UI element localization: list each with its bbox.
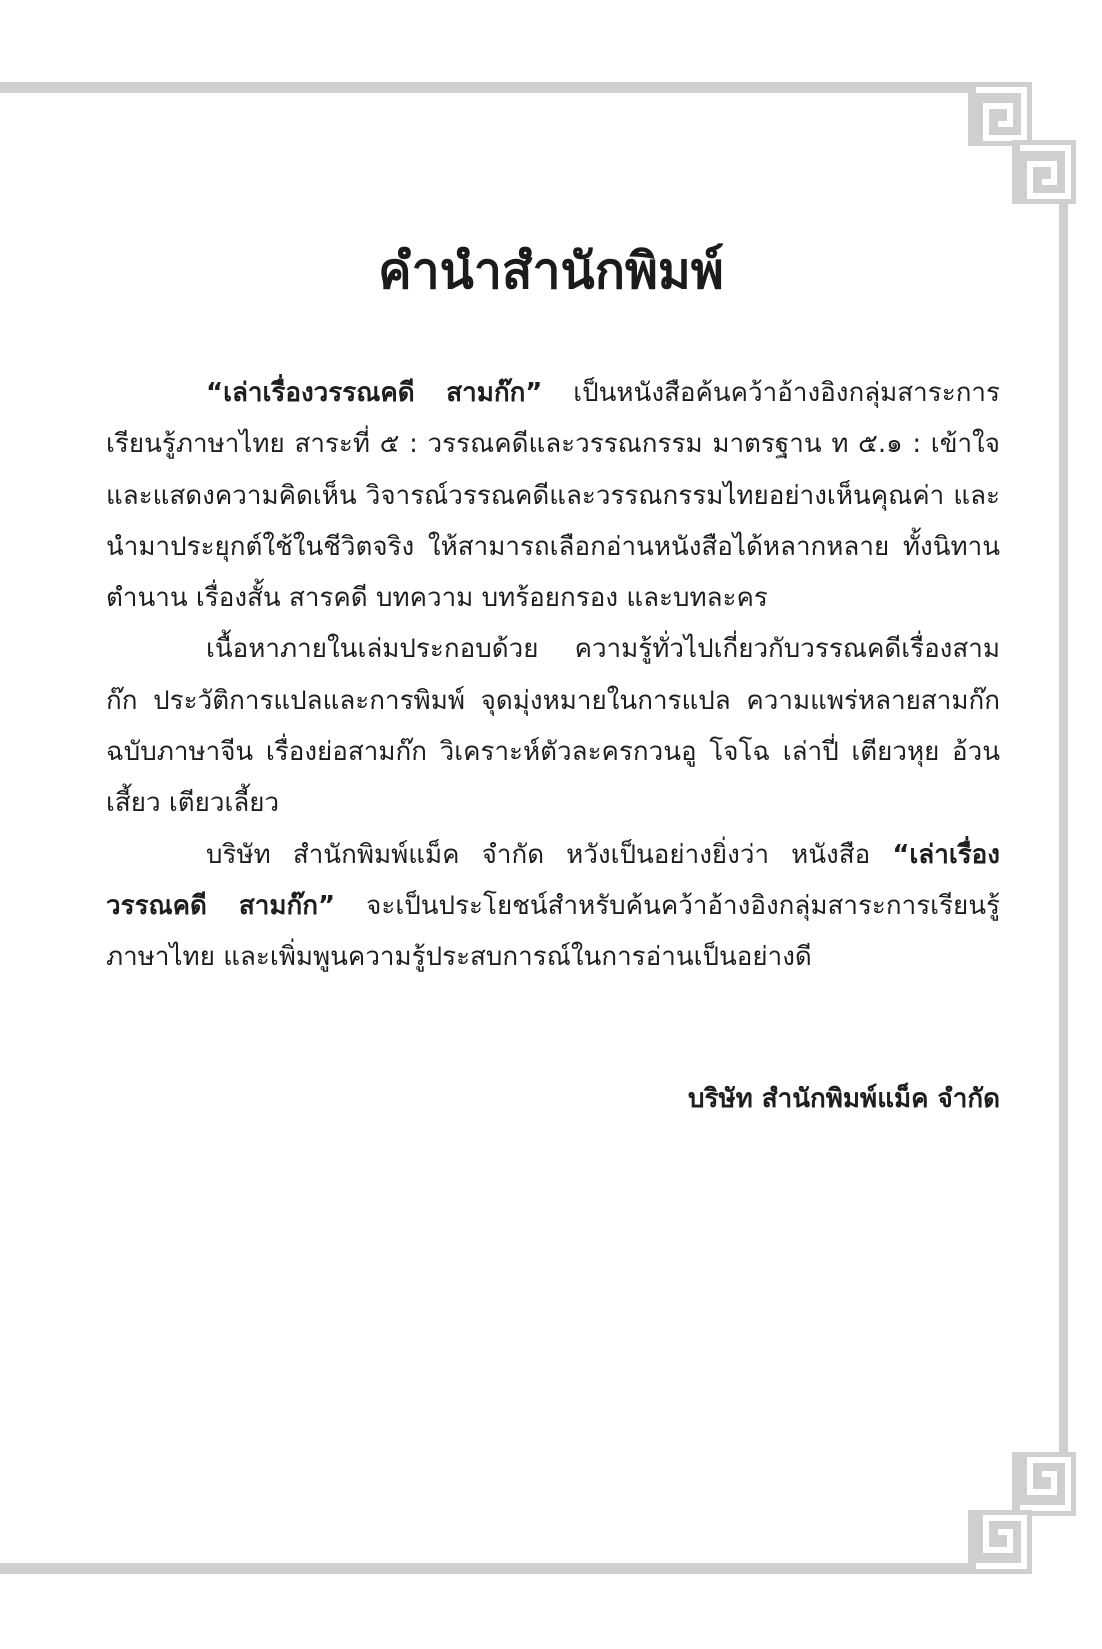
- greek-key-ornament-icon: [968, 1510, 1032, 1574]
- page-title: คำนำสำนักพิมพ์: [378, 241, 724, 300]
- frame-bottom-border: [0, 1563, 975, 1574]
- paragraph-1: [106, 368, 1000, 624]
- frame-top-border: [0, 82, 975, 93]
- greek-key-ornament-icon: [1012, 140, 1076, 204]
- greek-key-ornament-icon: [1012, 1452, 1076, 1516]
- frame-right-border: [1059, 200, 1068, 1455]
- publisher-signature: บริษัท สำนักพิมพ์แม็ค จำกัด: [688, 1084, 1000, 1114]
- paragraph-2: [106, 624, 1000, 829]
- preface-body: [106, 368, 1000, 984]
- paragraph-text: เป็นหนังสือค้นคว้าอ้างอิงกลุ่มสาระการเรียนรู้ภาษาไทย สาระที่ ๕ : วรรณคดีและวรรณกรรม มาตรฐาน ท ๕.๑ : เข้าใจและแสดงความคิดเห็น วิจารณ์วรรณคดีและวรรณกรรมไทยอย่างเห็นคุณค่า และนำมาประยุกต์ใช้ในชีวิตจริง ให้สามารถเลือกอ่านหนังสือได้หลากหลาย ทั้งนิทาน ตำนาน เรื่องสั้น สารคดี บทความ บทร้อยกรอง และบทละคร: [106, 378, 1000, 614]
- paragraph-text: บริษัท สำนักพิมพ์แม็ค จำกัด หวังเป็นอย่างยิ่งว่า หนังสือ: [206, 839, 893, 870]
- paragraph-text: เนื้อหาภายในเล่มประกอบด้วย ความรู้ทั่วไปเกี่ยวกับวรรณคดีเรื่องสามก๊ก ประวัติการแปลและการพิมพ์ จุดมุ่งหมายในการแปล ความแพร่หลายสามก๊กฉบับภาษาจีน เรื่องย่อสามก๊ก วิเคราะห์ตัวละครกวนอู โจโฉ เล่าปี่ เตียวหุย อ้วนเสี้ยว เตียวเลี้ยว: [106, 634, 1000, 819]
- book-title-emphasis: “เล่าเรื่องวรรณคดี สามก๊ก”: [206, 378, 543, 408]
- greek-key-ornament-icon: [968, 82, 1032, 146]
- book-title-emphasis: “เล่าเรื่องวรรณคดี สามก๊ก”: [106, 839, 1000, 921]
- paragraph-3: [106, 830, 1000, 984]
- paragraph-text: จะเป็นประโยชน์สำหรับค้นคว้าอ้างอิงกลุ่มสาระการเรียนรู้ภาษาไทย และเพิ่มพูนความรู้ประสบการณ์ในการอ่านเป็นอย่างดี: [106, 890, 1000, 973]
